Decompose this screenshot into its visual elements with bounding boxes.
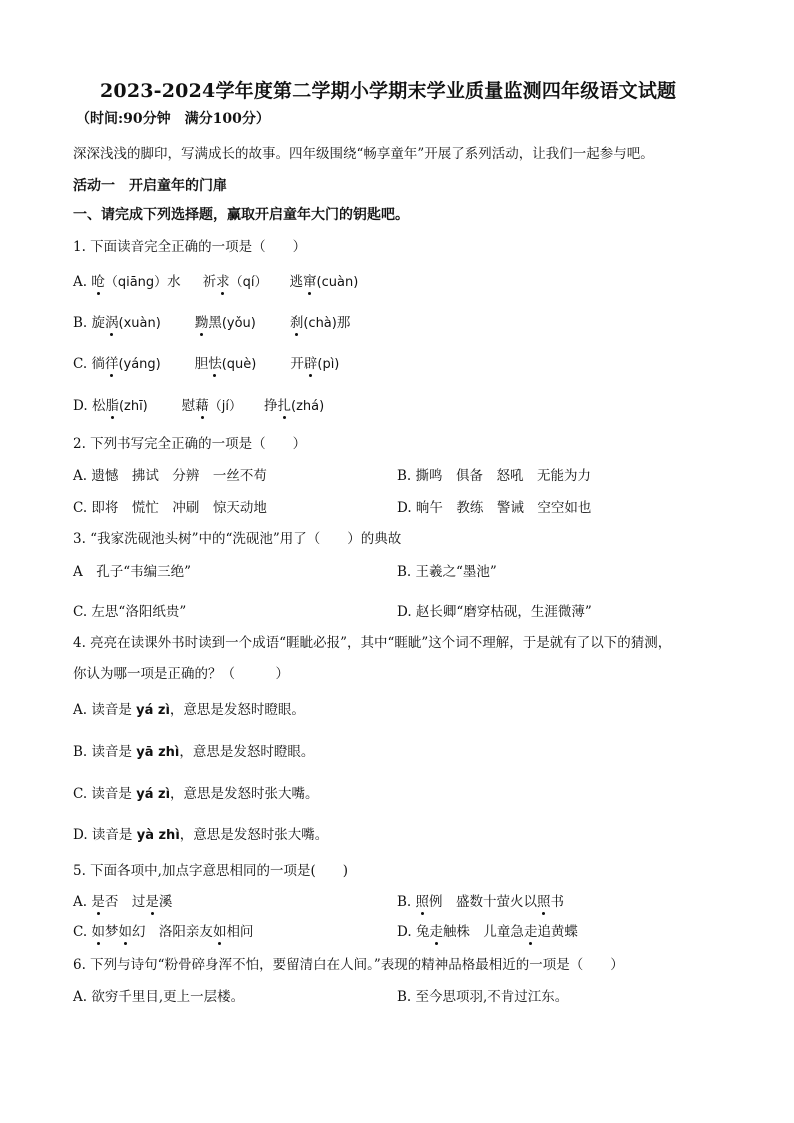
question-5-option-c [73, 920, 253, 940]
pinyin: (zhī) [118, 399, 148, 414]
option-text: ，意思是发怒时张大嘴。 [179, 827, 329, 843]
pinyin: yà zhì [136, 828, 180, 843]
option-label: C. [73, 356, 92, 372]
option-text: 兔 [415, 924, 430, 940]
pinyin: (zhá) [291, 399, 325, 414]
dotted-char: 是 [145, 890, 159, 910]
pinyin: yá zì [136, 787, 171, 802]
question-4-option-c [73, 782, 319, 802]
dotted-char: 黝 [195, 311, 209, 331]
exam-time-info: （时间:90分钟 满分100分） [76, 111, 270, 127]
question-4-option-a [73, 698, 305, 718]
option-text: 否 过 [104, 894, 146, 910]
option-label: A. 读音是 [73, 702, 137, 718]
option-text: ，意思是发怒时瞪眼。 [179, 744, 315, 760]
option-label: D. [73, 398, 92, 414]
word-part: 慰 [181, 398, 196, 414]
word-part: 那 [336, 315, 351, 331]
question-1-option-c [73, 352, 339, 372]
dotted-char: 脂 [105, 394, 119, 414]
option-label: A [73, 564, 83, 580]
option-label: D. [397, 924, 416, 940]
option-label: B. 读音是 [73, 744, 137, 760]
option-text: 书 [550, 894, 565, 910]
option-text: 追黄蝶 [537, 924, 578, 940]
question-3-option-b: B. 王羲之“墨池” [397, 564, 497, 580]
question-3-stem: 3. “我家洗砚池头树”中的“洗砚池”用了（ ）的典故 [73, 531, 402, 547]
question-6-option-a: A. 欲穷千里目,更上一层楼。 [73, 989, 245, 1005]
option-text: 梦 [104, 924, 119, 940]
question-6-stem: 6. 下列与诗句“粉骨碎身浑不怕，要留清白在人间。”表现的精神品格最相近的一项是（ ） [73, 957, 624, 973]
option-label: B. [397, 894, 416, 910]
activity-heading: 活动一 开启童年的门扉 [73, 178, 227, 194]
pinyin: (què) [221, 357, 257, 372]
option-text: 幻 洛阳亲友 [131, 924, 213, 940]
dotted-char: 求 [216, 270, 230, 290]
dotted-char: 照 [537, 890, 551, 910]
option-text: 溪 [158, 894, 173, 910]
question-2-option-d: D. 晌午 教练 警诫 空空如也 [397, 500, 592, 516]
question-2-stem: 2. 下列书写完全正确的一项是（ ） [73, 436, 307, 452]
intro-text: 深深浅浅的脚印，写满成长的故事。四年级围绕“畅享童年”开展了系列活动，让我们一起参与吧。 [73, 146, 654, 162]
question-2-option-b: B. 撕鸣 俱备 怒吼 无能为力 [397, 468, 592, 484]
question-3-option-d: D. 赵长卿“磨穿枯砚，生涯微薄” [397, 604, 592, 620]
dotted-char: 辟 [304, 352, 318, 372]
question-4-option-b [73, 740, 314, 760]
word-part: 逃 [289, 274, 304, 290]
question-1-option-d [73, 394, 324, 414]
pinyin: (pì) [317, 357, 340, 372]
pinyin: （qí） [229, 275, 268, 290]
word-part: 松 [91, 398, 106, 414]
word-part: 祈 [202, 274, 217, 290]
pinyin: (chà) [303, 316, 337, 331]
dotted-char: 走 [429, 920, 443, 940]
dotted-char: 徉 [105, 352, 119, 372]
question-5-option-b [397, 890, 564, 910]
question-4-stem-line-1: 4. 亮亮在读课外书时读到一个成语“睚眦必报”，其中“睚眦”这个词不理解，于是就有了以下的猜测， [73, 635, 672, 651]
question-4-stem-line-2: 你认为哪一项是正确的？（ ） [73, 666, 289, 682]
question-3-option-a [73, 560, 191, 580]
question-6-option-b: B. 至今思项羽,不肯过江东。 [397, 989, 569, 1005]
pinyin: yá zì [136, 703, 170, 718]
option-label: C. 读音是 [73, 786, 137, 802]
word-part: 旋 [91, 315, 106, 331]
question-5-stem: 5. 下面各项中,加点字意思相同的一项是( ) [73, 863, 348, 879]
question-5-option-a [73, 890, 172, 910]
dotted-char: 涡 [105, 311, 119, 331]
dotted-char: 呛 [91, 270, 105, 290]
pinyin: （jí） [208, 399, 242, 414]
question-1-stem: 1. 下面读音完全正确的一项是（ ） [73, 239, 307, 255]
dotted-char: 如 [118, 920, 132, 940]
dotted-char: 是 [91, 890, 105, 910]
option-text: ，意思是发怒时瞪眼。 [169, 702, 305, 718]
option-text: ，意思是发怒时张大嘴。 [170, 786, 319, 802]
word-part: 胆 [194, 356, 209, 372]
dotted-char: 窜 [303, 270, 317, 290]
option-label: B. [73, 315, 92, 331]
word-part: 黑 [208, 315, 222, 331]
dotted-char: 走 [524, 920, 538, 940]
word-part: 徜 [91, 356, 105, 372]
section-heading: 一、请完成下列选择题，赢取开启童年大门的钥匙吧。 [73, 207, 409, 223]
dotted-char: 照 [416, 890, 430, 910]
dotted-char: 藉 [195, 394, 209, 414]
page-title: 2023-2024学年度第二学期小学期末学业质量监测四年级语文试题 [100, 80, 677, 102]
dotted-char: 刹 [290, 311, 304, 331]
option-text: 触株 儿童急 [442, 924, 524, 940]
question-2-option-a: A. 遗憾 拂试 分辨 一丝不苟 [73, 468, 267, 484]
pinyin: (yǒu) [221, 316, 256, 331]
option-label: A. [73, 894, 92, 910]
option-label: D. 读音是 [73, 827, 137, 843]
question-1-option-b [73, 311, 350, 331]
option-label: A. [73, 274, 92, 290]
pinyin: (yáng) [118, 357, 161, 372]
word-part: 水 [167, 274, 181, 290]
question-1-option-a [73, 270, 358, 290]
pinyin: (xuàn) [118, 316, 161, 331]
question-2-option-c: C. 即将 慌忙 冲刷 惊天动地 [73, 500, 267, 516]
option-text: 例 盛数十萤火以 [429, 894, 538, 910]
word-part: 挣 [264, 398, 278, 414]
option-text: 相问 [226, 924, 254, 940]
dotted-char: 如 [213, 920, 227, 940]
option-label: C. [73, 924, 92, 940]
word-part: 开 [290, 356, 304, 372]
pinyin: yā zhì [136, 745, 180, 760]
question-3-option-c: C. 左思“洛阳纸贵” [73, 604, 187, 620]
question-4-option-d [73, 823, 328, 843]
dotted-char: 扎 [278, 394, 292, 414]
question-5-option-d [397, 920, 578, 940]
option-text: 孔子“韦编三绝” [96, 564, 192, 580]
pinyin: （qiāng） [104, 275, 168, 290]
dotted-char: 怯 [208, 352, 222, 372]
dotted-char: 如 [91, 920, 105, 940]
pinyin: (cuàn) [316, 275, 359, 290]
